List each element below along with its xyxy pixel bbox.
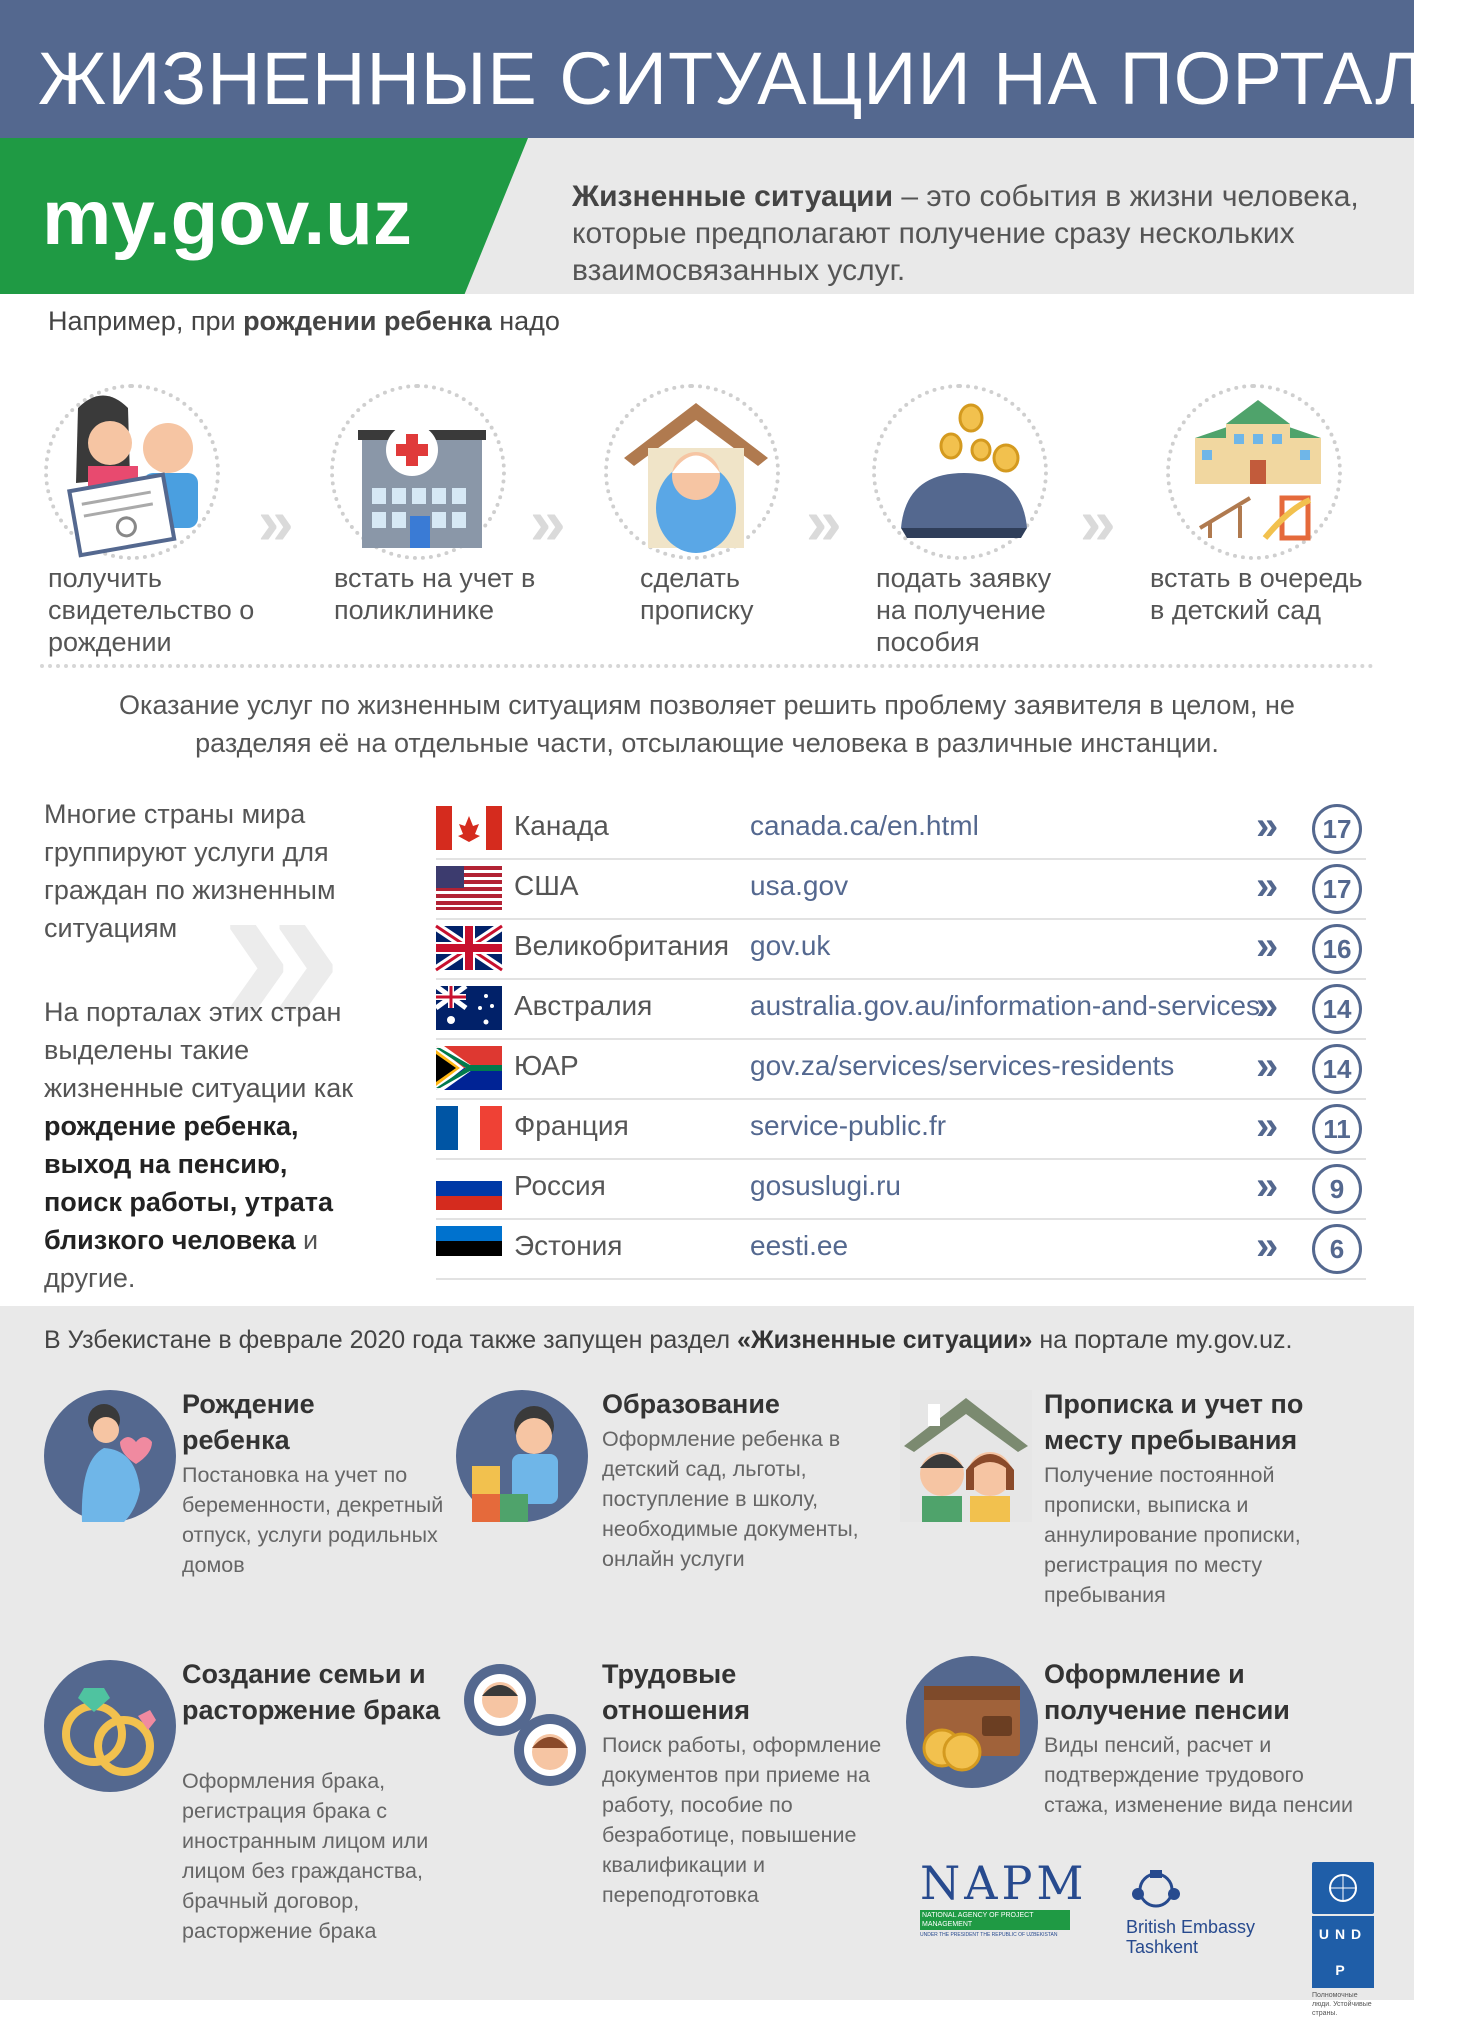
house-baby-icon	[604, 384, 780, 560]
flag-south-africa-icon	[436, 1046, 502, 1090]
situation-count-badge: 16	[1312, 924, 1362, 974]
chevron-right-icon: »	[1256, 984, 1269, 1028]
step-label: подать заявку на получение пособия	[876, 563, 1052, 657]
country-name: Великобритания	[514, 930, 730, 961]
countries-note-bold: рождение ребенка, выход на пенсию, поиск работы, утрата близкого человека	[44, 1111, 334, 1255]
chevron-right-icon: »	[1256, 1164, 1269, 1208]
country-name: Россия	[514, 1170, 606, 1201]
situation-desc: Поиск работы, оформление документов при приеме на работу, пособие по безработице, повышение квалификации и переподготовка	[602, 1733, 882, 1907]
step-label: встать в очередь в детский сад	[1150, 563, 1363, 625]
intro-term: Жизненные ситуации	[572, 180, 894, 213]
table-row	[436, 1220, 1366, 1280]
country-url-link[interactable]: gov.za/services/services-residents	[750, 1050, 1175, 1081]
situation-title: Оформление и получение пенсии	[1044, 1659, 1290, 1725]
uz-note-prefix: В Узбекистане в феврале 2020 года также запущен раздел	[44, 1326, 738, 1354]
table-row	[436, 800, 1366, 860]
birth-certificate-icon	[44, 384, 220, 560]
summary-text: Оказание услуг по жизненным ситуациям позволяет решить проблему заявителя в целом, не разделяя её на отдельные части, отсылающие человека в различные инстанции.	[119, 690, 1295, 758]
step-label: получить свидетельство о рождении	[48, 563, 255, 657]
flag-uk-icon	[436, 926, 502, 970]
situation-desc: Виды пенсий, расчет и подтверждение трудового стажа, изменение вида пенсии	[1044, 1733, 1353, 1817]
flag-australia-icon	[436, 986, 502, 1030]
situation-count-badge: 6	[1312, 1224, 1362, 1274]
crest-icon	[1126, 1866, 1186, 1912]
situation-title: Образование	[602, 1389, 780, 1419]
situation-desc: Оформление ребенка в детский сад, льготы, поступление в школу, необходимые документы, онлайн услуги	[602, 1427, 859, 1571]
table-row	[436, 1100, 1366, 1160]
situation-desc: Оформления брака, регистрация брака с иностранным лицом или лицом без гражданства, брачный договор, расторжение брака	[182, 1769, 429, 1943]
flag-usa-icon	[436, 866, 502, 910]
table-row	[436, 1160, 1366, 1220]
example-intro	[48, 306, 560, 337]
step-label: встать на учет в поликлинике	[334, 563, 536, 625]
chevron-right-icon: »	[1080, 486, 1102, 558]
situation-count-badge: 17	[1312, 864, 1362, 914]
uzbekistan-note	[44, 1326, 1292, 1355]
country-name: Франция	[514, 1110, 629, 1141]
example-prefix: Например, при	[48, 306, 244, 336]
table-row	[436, 980, 1366, 1040]
situation-count-badge: 14	[1312, 1044, 1362, 1094]
flag-canada-icon	[436, 806, 502, 850]
chevron-right-icon: »	[1256, 864, 1269, 908]
country-url-link[interactable]: australia.gov.au/information-and-services	[750, 990, 1260, 1021]
countries-note-prefix: На порталах этих стран выделены такие жизненные ситуации как	[44, 997, 354, 1103]
flag-estonia-icon	[436, 1226, 502, 1270]
wallet-coins-icon	[906, 1656, 1038, 1788]
intro-definition-text: – это события в жизни человека, которые предполагают получение сразу нескольких взаимосвязанных услуг.	[572, 180, 1359, 287]
example-bold: рождении ребенка	[243, 306, 492, 336]
napm-logo-mark: NAPM	[920, 1856, 1088, 1910]
child-blocks-icon	[456, 1390, 588, 1522]
country-url-link[interactable]: eesti.ee	[750, 1230, 849, 1261]
pregnant-woman-icon	[44, 1390, 176, 1522]
countries-note: Многие страны мира группируют услуги для граждан по жизненным ситуациям	[44, 799, 336, 943]
country-name: Австралия	[514, 990, 653, 1021]
situation-count-badge: 14	[1312, 984, 1362, 1034]
table-row	[436, 920, 1366, 980]
napm-logo-subtitle: NATIONAL AGENCY OF PROJECT MANAGEMENT	[920, 1910, 1070, 1930]
uz-note-bold: «Жизненные ситуации»	[737, 1326, 1033, 1354]
brand-name: my.gov.uz	[42, 173, 412, 261]
family-house-icon	[900, 1390, 1032, 1522]
flag-france-icon	[436, 1106, 502, 1150]
kindergarten-icon	[1166, 384, 1342, 560]
gears-people-icon	[456, 1656, 588, 1788]
chevron-right-icon: »	[220, 827, 273, 1073]
situation-desc: Постановка на учет по беременности, декретный отпуск, услуги родильных домов	[182, 1463, 444, 1577]
napm-logo-subtitle2: UNDER THE PRESIDENT THE REPUBLIC OF UZBEKISTAN	[920, 1932, 1058, 1938]
undp-tagline: Полномочные люди. Устойчивые страны.	[1312, 1992, 1372, 2017]
chevron-right-icon: »	[1256, 804, 1269, 848]
countries-note-examples	[44, 993, 364, 1297]
country-url-link[interactable]: usa.gov	[750, 870, 849, 901]
situation-title: Создание семьи и расторжение брака	[182, 1659, 440, 1725]
flag-russia-icon	[436, 1166, 502, 1210]
chevron-right-icon: »	[1256, 1104, 1269, 1148]
situation-title: Прописка и учет по месту пребывания	[1044, 1389, 1304, 1455]
situation-title: Трудовые отношения	[602, 1659, 751, 1725]
country-name: ЮАР	[514, 1050, 579, 1081]
undp-letters: UNDP	[1312, 1916, 1374, 1988]
divider	[40, 664, 1374, 668]
british-embassy-logo	[1126, 1866, 1266, 1957]
example-suffix: надо	[491, 306, 560, 336]
situation-title: Рождение ребенка	[182, 1389, 315, 1455]
coin-wallet-icon	[872, 384, 1048, 560]
chevron-right-icon: »	[530, 486, 552, 558]
chevron-right-icon: »	[806, 486, 828, 558]
chevron-right-icon: »	[258, 486, 280, 558]
table-row	[436, 860, 1366, 920]
step-label: сделать прописку	[640, 563, 754, 625]
napm-logo	[920, 1856, 1088, 1938]
page-title: ЖИЗНЕННЫЕ СИТУАЦИИ НА ПОРТАЛЕ	[38, 37, 1475, 120]
country-url-link[interactable]: gov.uk	[750, 930, 831, 961]
uz-note-suffix: на портале my.gov.uz.	[1032, 1326, 1293, 1354]
embassy-name: British Embassy Tashkent	[1126, 1917, 1256, 1957]
un-emblem-icon	[1312, 1862, 1374, 1914]
hospital-icon	[330, 384, 506, 560]
situation-count-badge: 17	[1312, 804, 1362, 854]
undp-logo	[1312, 1862, 1374, 2018]
situation-count-badge: 11	[1312, 1104, 1362, 1154]
chevron-right-icon: »	[1256, 924, 1269, 968]
country-name: Канада	[514, 810, 609, 841]
country-url-link[interactable]: gosuslugi.ru	[750, 1170, 901, 1201]
situation-count-badge: 9	[1312, 1164, 1362, 1214]
country-url-link[interactable]: canada.ca/en.html	[750, 810, 979, 841]
country-name: Эстония	[514, 1230, 623, 1261]
country-url-link[interactable]: service-public.fr	[750, 1110, 947, 1141]
countries-note-suffix: и другие.	[44, 1225, 319, 1293]
country-name: США	[514, 870, 579, 901]
intro-definition	[572, 178, 1372, 289]
chevron-right-icon: »	[1256, 1224, 1269, 1268]
chevron-right-icon: »	[1256, 1044, 1269, 1088]
wedding-rings-icon	[44, 1660, 176, 1792]
situation-desc: Получение постоянной прописки, выписка и аннулирование прописки, регистрация по месту пребывания	[1044, 1463, 1301, 1607]
table-row	[436, 1040, 1366, 1100]
